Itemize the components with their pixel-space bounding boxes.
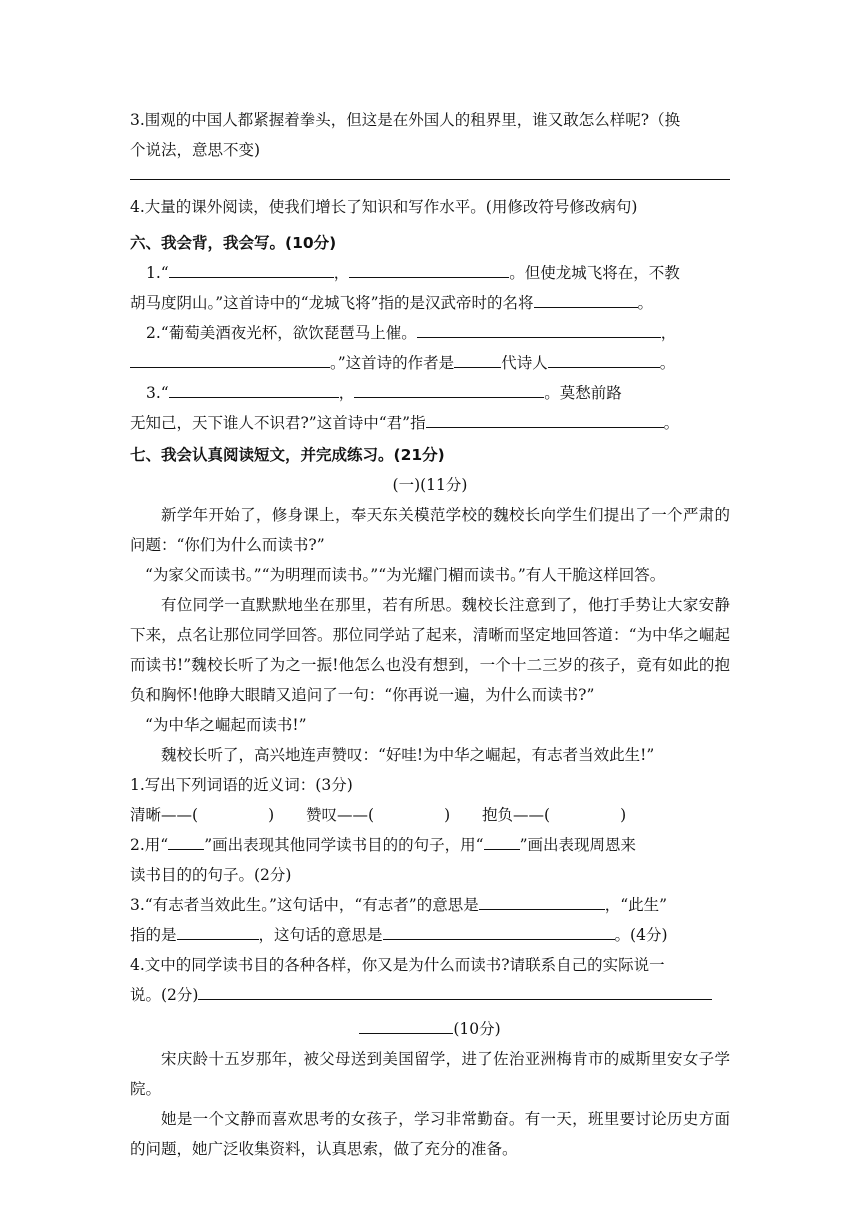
text: 抱负——(	[482, 806, 551, 824]
passage-para-2: “为家父而读书。”“为明理而读书。”“为光耀门楣而读书。”有人干脆这样回答。	[145, 566, 666, 584]
text: )	[268, 806, 275, 824]
passage-para-4: “为中华之崛起而读书!”	[145, 716, 307, 734]
section-7-heading: 七、我会认真阅读短文，并完成练习。(21分)	[130, 446, 445, 464]
text: 说。(2分)	[130, 986, 199, 1004]
text: ，“此生”	[604, 896, 668, 914]
part1-title: (一)(11分)	[392, 476, 468, 494]
section-6-heading: 六、我会背，我会写。(10分)	[130, 234, 337, 252]
blank[interactable]	[169, 379, 339, 398]
text: 清晰——(	[130, 806, 199, 824]
passage2-para-1: 宋庆龄十五岁那年，被父母送到美国留学，进了佐治亚洲梅肯市的威斯里安女子学院。	[130, 1050, 730, 1098]
text: 2.用“	[130, 836, 169, 854]
blank[interactable]	[349, 259, 509, 278]
q5-item3	[130, 105, 730, 165]
question-2-line1	[130, 830, 730, 860]
text: 2.“葡萄美酒夜光杯，欲饮琵琶马上催。	[146, 324, 417, 342]
answer-line[interactable]	[130, 179, 730, 180]
question-1: 1.写出下列词语的近义词：(3分)	[130, 776, 353, 794]
question-3-line2	[130, 920, 730, 950]
text: 指的是	[130, 926, 177, 944]
blank[interactable]	[169, 259, 334, 278]
text: 。	[663, 414, 680, 432]
text: 胡马度阴山。”这首诗中的“龙城飞将”指的是汉武帝时的名将	[130, 294, 534, 312]
sec6-item1-line2	[130, 288, 730, 318]
passage-para-1: 新学年开始了，修身课上，奉天东关模范学校的魏校长向学生们提出了一个严肃的问题：“你们为什么而读书?”	[130, 506, 730, 554]
sec6-item2-line2	[130, 348, 730, 378]
sec6-item3-line2	[130, 408, 730, 438]
blank[interactable]	[417, 319, 661, 338]
text: 。	[659, 354, 676, 372]
wavy-underline-sample	[484, 835, 520, 850]
blank[interactable]	[426, 409, 664, 428]
text: ”画出表现其他同学读书目的的句子，用“	[204, 836, 484, 854]
blank[interactable]	[198, 981, 712, 1000]
blank[interactable]	[354, 379, 544, 398]
text: ，	[333, 264, 350, 282]
passage-para-3: 有位同学一直默默地坐在那里，若有所思。魏校长注意到了，他打手势让大家安静下来，点名让那位同学回答。那位同学站了起来，清晰而坚定地回答道：“为中华之崛起而读书!”魏校长听了为之一振!他怎么也没有想到，一个十二三岁的孩子，竟有如此的抱负和胸怀!他睁大眼睛又追问了一句：“你再说一遍，为什么而读书?”	[130, 596, 730, 704]
text: 。莫愁前路	[544, 384, 622, 402]
q5-item3-line1: 3.围观的中国人都紧握着拳头，但这是在外国人的租界里，谁又敢怎么样呢?（换	[130, 111, 681, 129]
worksheet-page	[130, 105, 730, 1164]
text: 。”这首诗的作者是	[330, 354, 455, 372]
q5-item3-line2: 个说法，意思不变)	[130, 141, 261, 159]
text: 代诗人	[501, 354, 548, 372]
blank[interactable]	[130, 349, 330, 368]
text: ”画出表现周恩来	[519, 836, 637, 854]
text: )	[444, 806, 451, 824]
blank[interactable]	[454, 349, 501, 368]
question-4-line2	[130, 980, 730, 1010]
passage-para-5: 魏校长听了，高兴地连声赞叹：“好哇!为中华之崛起，有志者当效此生!”	[161, 746, 655, 764]
sec6-item3-line1	[130, 378, 730, 408]
text: 。	[637, 294, 654, 312]
text: 无知己，天下谁人不识君?”这首诗中“君”指	[130, 414, 426, 432]
straight-underline-sample	[168, 835, 204, 850]
text: 3.“	[146, 384, 169, 402]
text: ，	[338, 384, 355, 402]
text: 3.“有志者当效此生。”这句话中，“有志者”的意思是	[130, 896, 479, 914]
question-3-line1	[130, 890, 730, 920]
q5-item4: 4.大量的课外阅读，使我们增长了知识和写作水平。(用修改符号修改病句)	[130, 198, 638, 216]
blank[interactable]	[534, 289, 638, 308]
text: (10分)	[453, 1020, 501, 1038]
text: 赞叹——(	[306, 806, 375, 824]
text: )	[620, 806, 627, 824]
sec6-item2-line1	[130, 318, 730, 348]
question-2-line2: 读书目的的句子。(2分)	[130, 866, 292, 884]
sec6-item1-line1	[130, 258, 730, 288]
question-4-line1: 4.文中的同学读书目的各种各样，你又是为什么而读书?请联系自己的实际说一	[130, 956, 665, 974]
text: ，这句话的意思是	[258, 926, 383, 944]
blank[interactable]	[177, 921, 259, 940]
text: ，	[660, 324, 677, 342]
question-1-words	[130, 800, 730, 830]
text: 1.“	[146, 264, 169, 282]
blank[interactable]	[548, 349, 660, 368]
passage2-para-2: 她是一个文静而喜欢思考的女孩子，学习非常勤奋。有一天，班里要讨论历史方面的问题，她广泛收集资料，认真思索，做了充分的准备。	[130, 1110, 730, 1158]
part2-title	[130, 1014, 730, 1044]
blank[interactable]	[479, 891, 605, 910]
text: 。(4分)	[614, 926, 668, 944]
text: 。但使龙城飞将在，不教	[509, 264, 680, 282]
title-blank[interactable]	[359, 1015, 453, 1034]
blank[interactable]	[383, 921, 615, 940]
